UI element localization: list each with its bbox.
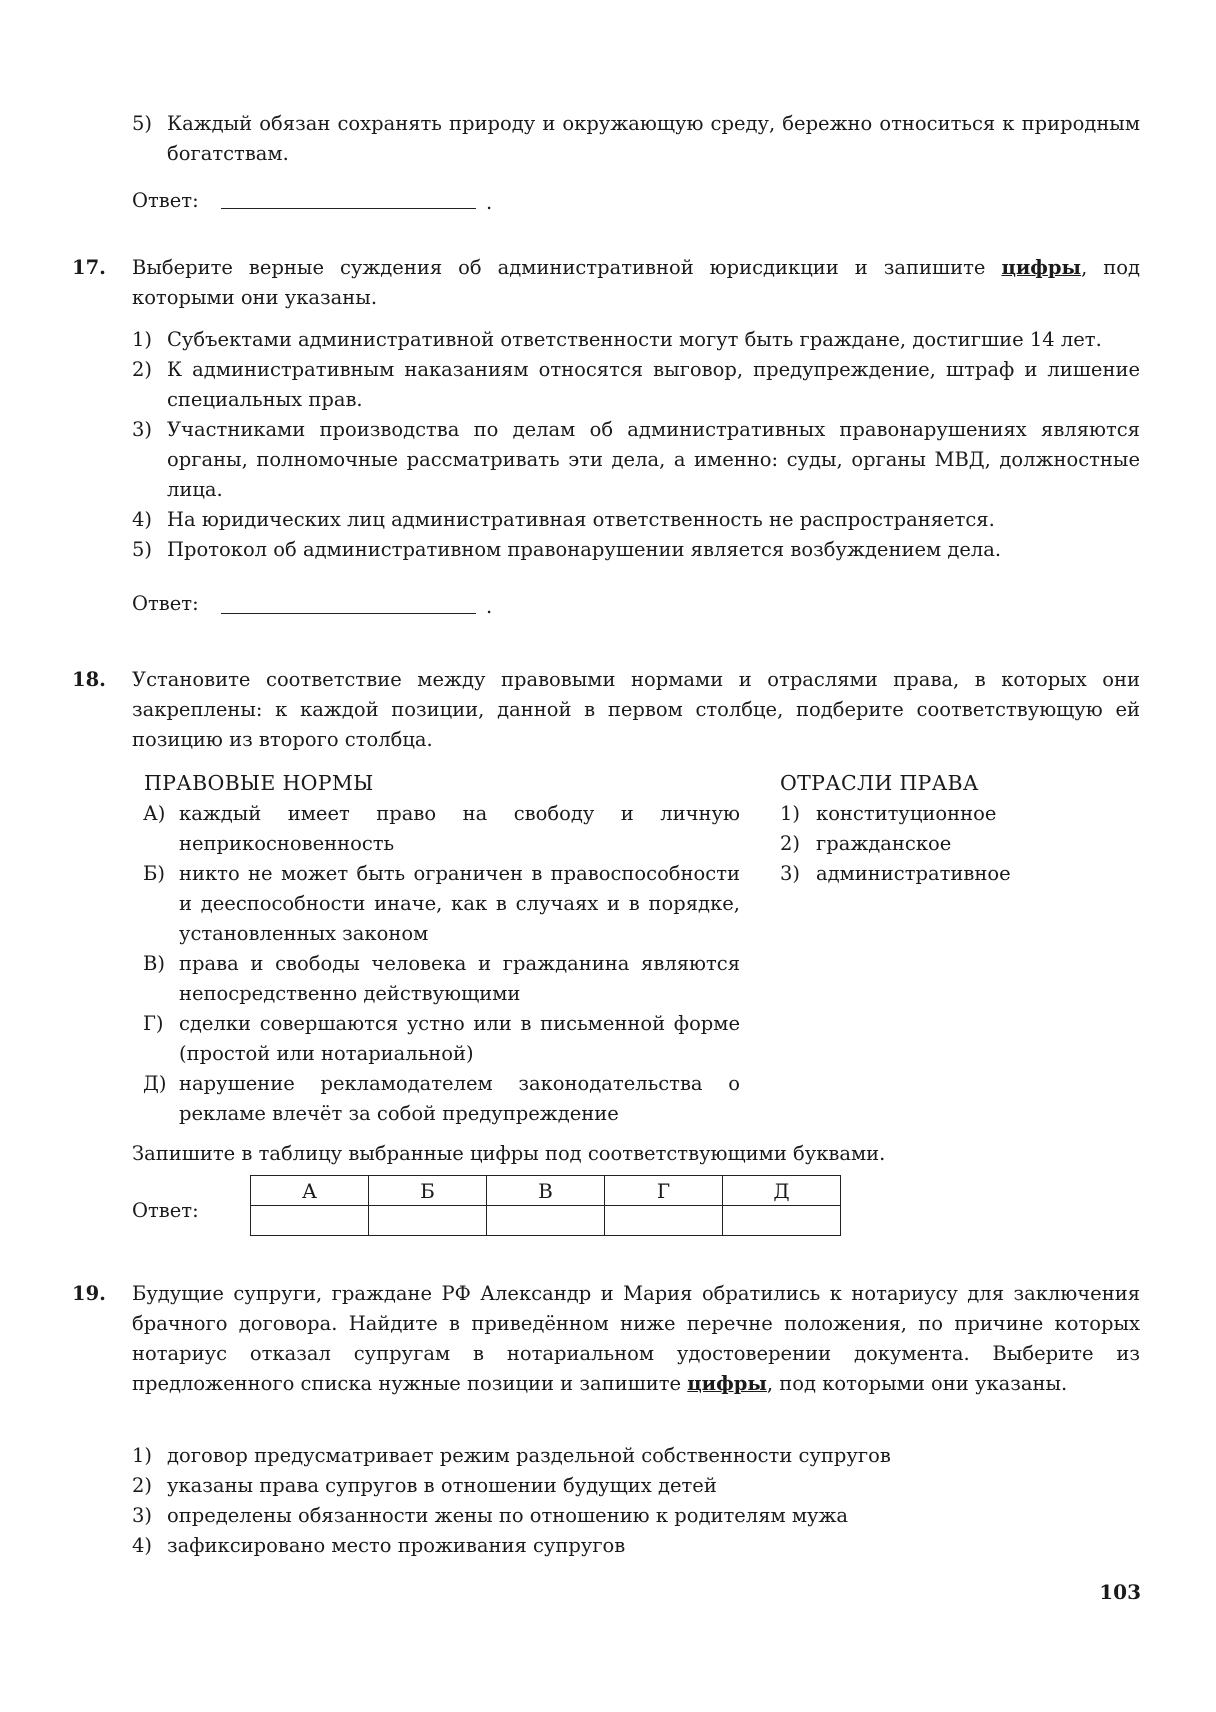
option-number: 1): [132, 1444, 153, 1467]
answer-cell-a[interactable]: [251, 1206, 369, 1236]
option-text: Субъектами административной ответственности могут быть граждане, достигшие 14 лет.: [167, 328, 1102, 351]
q17-answer-field[interactable]: [221, 613, 476, 614]
q18-number: 18.: [72, 668, 106, 691]
answer-table-header: Д: [723, 1176, 841, 1206]
q17-option-1: [132, 325, 1140, 355]
q18-left-header: ПРАВОВЫЕ НОРМЫ: [144, 771, 374, 795]
q19-prompt: [132, 1279, 1140, 1399]
q17-prompt-start: Выберите верные суждения об административной юрисдикции и запишите: [132, 256, 1002, 279]
answer-cell-v[interactable]: [487, 1206, 605, 1236]
answer-table-header: А: [251, 1176, 369, 1206]
q19-option-4: [132, 1531, 1140, 1561]
option-text: договор предусматривает режим раздельной собственности супругов: [167, 1444, 891, 1467]
q17-answer-dot: .: [486, 595, 493, 618]
q17-answer-label: Ответ:: [132, 592, 199, 615]
item-letter: Г): [143, 1012, 164, 1035]
q16-answer-label: Ответ:: [132, 189, 199, 212]
q19-option-1: [132, 1441, 1140, 1471]
option-number: 3): [132, 1504, 153, 1527]
q18-left-item-a: [143, 799, 740, 859]
q18-left-item-v: [143, 949, 740, 1009]
option-number: 1): [132, 328, 153, 351]
q16-option-5: [132, 109, 1140, 169]
answer-table-header: В: [487, 1176, 605, 1206]
item-text: права и свободы человека и гражданина являются непосредственно действующими: [179, 952, 740, 1005]
q18-answer-table: [250, 1175, 841, 1236]
answer-table-header-row: [251, 1176, 841, 1206]
q17-prompt: [132, 253, 1140, 313]
item-letter: В): [143, 952, 165, 975]
item-number: 1): [780, 802, 801, 825]
option-text: К административным наказаниям относятся выговор, предупреждение, штраф и лишение специальных прав.: [167, 358, 1140, 411]
option-text: определены обязанности жены по отношению к родителям мужа: [167, 1504, 849, 1527]
option-text: зафиксировано место проживания супругов: [167, 1534, 626, 1557]
option-number: 4): [132, 508, 153, 531]
q16-answer-dot: .: [486, 191, 493, 214]
q17-option-4: [132, 505, 1140, 535]
q17-option-5: [132, 535, 1140, 565]
q18-right-item-3: [780, 859, 1080, 889]
option-number: 4): [132, 1534, 153, 1557]
item-text: сделки совершаются устно или в письменной форме (простой или нотариальной): [179, 1012, 740, 1065]
q18-answer-label: Ответ:: [132, 1199, 199, 1222]
q19-option-2: [132, 1471, 1140, 1501]
item-text: конституционное: [816, 802, 997, 825]
option-text: Протокол об административном правонарушении является возбуждением дела.: [167, 538, 1002, 561]
q19-prompt-emphasis: цифры: [687, 1372, 767, 1395]
q19-prompt-start: Будущие супруги, граждане РФ Александр и Мария обратились к нотариусу для заключения брачного договора. Найдите в приведённом ниже перечне положения, по причине которых нотариус отказал супругам в нотариальном удостоверении документа. Выберите из предложенного списка нужные позиции и запишите: [132, 1282, 1140, 1395]
item-text: нарушение рекламодателем законодательства о рекламе влечёт за собой предупреждение: [179, 1072, 740, 1125]
q18-table-instruction: Запишите в таблицу выбранные цифры под соответствующими буквами.: [132, 1142, 886, 1165]
page-number: 103: [1099, 1580, 1141, 1604]
option-number: 2): [132, 1474, 153, 1497]
answer-cell-b[interactable]: [369, 1206, 487, 1236]
answer-table-input-row: [251, 1206, 841, 1236]
q19-prompt-end: , под которыми они указаны.: [766, 1372, 1068, 1395]
item-text: каждый имеет право на свободу и личную неприкосновенность: [179, 802, 740, 855]
answer-cell-g[interactable]: [605, 1206, 723, 1236]
item-text: гражданское: [816, 832, 952, 855]
q19-number: 19.: [72, 1282, 106, 1305]
q19-option-3: [132, 1501, 1140, 1531]
item-number: 2): [780, 832, 801, 855]
q18-left-item-b: [143, 859, 740, 949]
option-text: указаны права супругов в отношении будущих детей: [167, 1474, 717, 1497]
option-text: На юридических лиц административная ответственность не распространяется.: [167, 508, 995, 531]
q16-answer-field[interactable]: [221, 208, 476, 209]
q18-left-item-d: [143, 1069, 740, 1129]
option-number: 5): [132, 112, 153, 135]
item-number: 3): [780, 862, 801, 885]
answer-table-header: Б: [369, 1176, 487, 1206]
q17-number: 17.: [72, 256, 106, 279]
item-letter: А): [143, 802, 166, 825]
item-letter: Д): [143, 1072, 167, 1095]
option-number: 5): [132, 538, 153, 561]
q17-option-3: [132, 415, 1140, 505]
item-text: никто не может быть ограничен в правоспособности и дееспособности иначе, как в случаях и в порядке, установленных законом: [179, 862, 740, 945]
q17-prompt-emphasis: цифры: [1001, 256, 1082, 279]
q18-right-item-2: [780, 829, 1080, 859]
item-letter: Б): [143, 862, 165, 885]
q18-right-header: ОТРАСЛИ ПРАВА: [780, 771, 979, 795]
option-number: 3): [132, 418, 153, 441]
q17-option-2: [132, 355, 1140, 415]
answer-cell-d[interactable]: [723, 1206, 841, 1236]
option-text: Каждый обязан сохранять природу и окружающую среду, бережно относиться к природным богатствам.: [167, 112, 1140, 165]
item-text: административное: [816, 862, 1011, 885]
option-number: 2): [132, 358, 153, 381]
answer-table-header: Г: [605, 1176, 723, 1206]
option-text: Участниками производства по делам об административных правонарушениях являются органы, полномочные рассматривать эти дела, а именно: суды, органы МВД, должностные лица.: [167, 418, 1140, 501]
q18-left-item-g: [143, 1009, 740, 1069]
q18-prompt: Установите соответствие между правовыми нормами и отраслями права, в которых они закреплены: к каждой позиции, данной в первом столбце, подберите соответствующую ей позицию из второго столбца.: [132, 668, 1140, 751]
q17-prompt-end: , под которыми они указаны.: [132, 256, 1141, 309]
q18-right-item-1: [780, 799, 1080, 829]
